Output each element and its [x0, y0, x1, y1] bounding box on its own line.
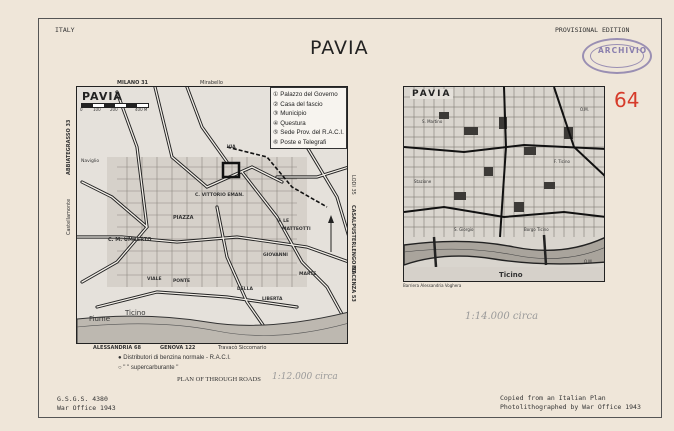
- edge-label-mirabello: Mirabello: [200, 80, 223, 86]
- archive-stamp: [582, 38, 652, 74]
- right-map-bottom-caption: Barriera Alessandria Voghera: [403, 283, 462, 288]
- left-map-caption: PLAN OF THROUGH ROADS: [177, 376, 261, 383]
- street-label-liberta: LIBERTA: [262, 297, 283, 302]
- sheet-number: 64: [614, 88, 640, 112]
- country-label: ITALY: [55, 26, 75, 34]
- street-label-piazza: PIAZZA: [173, 215, 194, 221]
- left-map-title: PAVIA: [82, 90, 123, 103]
- edge-label-travaco: Travacò Siccomario: [218, 345, 267, 351]
- right-map-graphics: [404, 87, 605, 282]
- legend-item-6: ⑥ Poste e Telegrafi: [273, 138, 327, 146]
- edge-label-genova: GENOVA 122: [160, 345, 196, 351]
- scale-tick-200: 200: [110, 107, 118, 112]
- edge-label-abbiategrasso: ABBIATEGRASSO 33: [66, 119, 72, 175]
- edge-label-castellamonte: Castellamonte: [66, 198, 72, 235]
- street-label-vittorio: C. VITTORIO EMAN.: [195, 193, 244, 198]
- right-label-stazione: Stazione: [414, 179, 432, 184]
- edge-label-alessandria: ALESSANDRIA 68: [93, 345, 141, 351]
- right-label-f-ticino: F. Ticino: [554, 159, 570, 164]
- legend-item-2: ② Casa del fascio: [273, 100, 323, 108]
- street-label-via: VIA: [227, 145, 236, 150]
- right-map-scale-note: 1:14.000 circa: [465, 311, 539, 322]
- river-label-ticino: Ticino: [125, 309, 146, 317]
- scale-tick-100: 100: [93, 107, 101, 112]
- legend-item-4: ④ Questura: [273, 119, 306, 127]
- right-map-street-plan: [403, 86, 605, 282]
- edge-label-casalpusterlengo: CASALPUSTERLENGO 51: [350, 205, 356, 274]
- street-label-viale: VIALE: [147, 277, 162, 282]
- legend-item-5: ⑤ Sede Prov. del R.A.C.I.: [273, 129, 344, 136]
- street-label-vle: V. LE: [277, 219, 290, 224]
- edge-label-piacenza: PIACENZA 53: [350, 265, 356, 302]
- footer-war-office: War Office 1943: [57, 404, 116, 412]
- edge-label-lodi: LODI 35: [350, 175, 356, 195]
- left-map-scale-note: 1:12.000 circa: [272, 372, 338, 382]
- street-label-marte: MARTE: [299, 272, 317, 277]
- right-map-title: PAVIA: [412, 89, 452, 99]
- right-label-om-top: O.M.: [580, 107, 589, 112]
- symbol-legend-super: ○ " " supercarburante ": [118, 365, 179, 371]
- edition-label: PROVISIONAL EDITION: [555, 26, 630, 34]
- right-label-om-bottom: O.M.: [584, 259, 593, 264]
- street-label-umberto: C. M. UMBERTO: [108, 237, 152, 243]
- symbol-legend-normal: ● Distributori di benzina normale - R.A.C.I.: [118, 355, 231, 361]
- street-label-della: DELLA: [237, 287, 254, 292]
- street-label-ponte: PONTE: [173, 279, 191, 284]
- right-label-san-giorgio: S. Giorgio: [454, 227, 474, 232]
- right-label-borgo-ticino: Borgo Ticino: [524, 227, 549, 232]
- footer-photolithographed: Photolithographed by War Office 1943: [500, 403, 641, 411]
- legend-item-3: ③ Municipio: [273, 110, 307, 117]
- legend-item-1: ① Palazzo del Governo: [273, 91, 338, 98]
- right-label-ticino: Ticino: [499, 271, 523, 279]
- left-map-legend: [270, 87, 347, 149]
- street-label-giovanni: GIOVANNI: [263, 253, 288, 258]
- scale-tick-0: 0: [80, 107, 83, 112]
- canal-label-naviglio: Naviglio: [81, 159, 100, 164]
- footer-copied-from: Copied from an Italian Plan: [500, 394, 606, 402]
- edge-label-milano: MILANO 31: [117, 80, 149, 86]
- right-label-san-martino: S. Martino: [422, 119, 443, 124]
- footer-gsgs-number: G.S.G.S. 4380: [57, 395, 108, 403]
- river-label-fiume: Fiume: [89, 315, 111, 323]
- sheet-title: PAVIA: [310, 37, 369, 59]
- stamp-text: ARCHIVIO: [598, 46, 648, 55]
- street-label-matteotti: MATTEOTTI: [282, 227, 311, 232]
- scale-tick-400: 400 M: [135, 107, 148, 112]
